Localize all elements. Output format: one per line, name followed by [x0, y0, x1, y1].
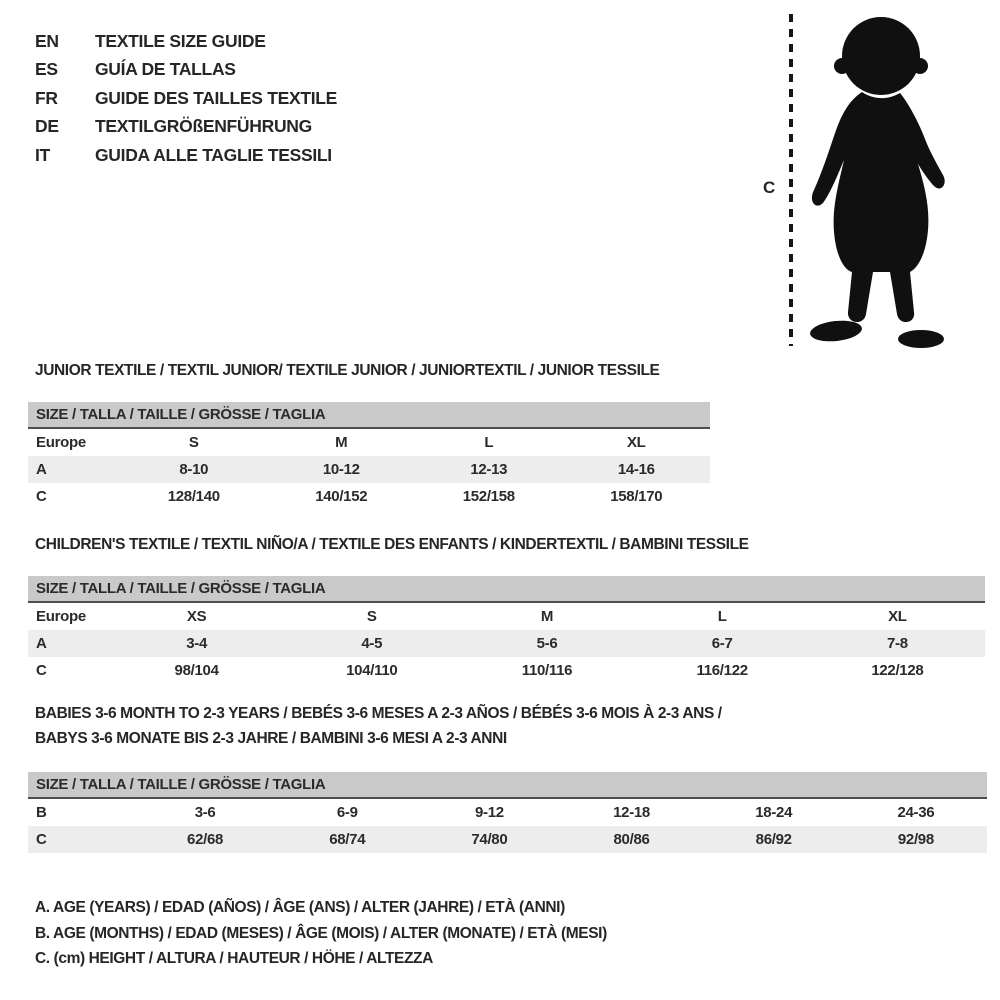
- lang-label: GUIDA ALLE TAGLIE TESSILI: [95, 144, 332, 165]
- lang-code: DE: [35, 116, 59, 137]
- cell: 116/122: [696, 662, 748, 679]
- cell: M: [540, 608, 554, 625]
- cell: 14-16: [563, 456, 711, 483]
- lang-row-en: [35, 27, 337, 56]
- size-header-cell: SIZE / TALLA / TAILLE / GRÖSSE / TAGLIA: [28, 402, 710, 428]
- cell: XS: [186, 608, 207, 625]
- cell: 3-6: [194, 804, 216, 821]
- size-header-cell: SIZE / TALLA / TAILLE / GRÖSSE / TAGLIA: [28, 576, 985, 602]
- cell: 74/80: [418, 826, 560, 853]
- note-a-age-years: A. AGE (YEARS) / EDAD (AÑOS) / ÂGE (ANS) / ALTER (JAHRE) / ETÀ (ANNI): [35, 899, 565, 916]
- lang-code: FR: [35, 87, 58, 108]
- table-header-row: [28, 402, 710, 428]
- junior-section-title: JUNIOR TEXTILE / TEXTIL JUNIOR/ TEXTILE JUNIOR / JUNIORTEXTIL / JUNIOR TESSILE: [35, 362, 660, 379]
- row-label: C: [36, 662, 47, 679]
- table-row-height: [28, 657, 985, 684]
- cell: 104/110: [346, 662, 398, 679]
- table-header-row: [28, 576, 985, 602]
- cell: 9-12: [474, 804, 504, 821]
- cell: XL: [626, 434, 646, 451]
- children-size-table: [28, 576, 985, 684]
- lang-row-es: [35, 56, 337, 85]
- table-row-age: [28, 456, 710, 483]
- cell: 8-10: [120, 456, 268, 483]
- cell: 152/158: [462, 488, 515, 505]
- cell: 86/92: [703, 826, 845, 853]
- cell: 80/86: [560, 826, 702, 853]
- children-section-title: CHILDREN'S TEXTILE / TEXTIL NIÑO/A / TEXTILE DES ENFANTS / KINDERTEXTIL / BAMBINI TESSILE: [35, 536, 749, 553]
- table-row-height: [28, 483, 710, 510]
- toddler-silhouette-icon: [800, 8, 952, 348]
- table-row-height: [28, 826, 987, 853]
- lang-label: GUÍA DE TALLAS: [95, 59, 236, 80]
- junior-size-table: [28, 402, 710, 510]
- lang-label: TEXTILGRÖßENFÜHRUNG: [95, 116, 312, 137]
- table-row-age: [28, 630, 985, 657]
- row-label: C: [28, 826, 134, 853]
- cell: 12-18: [613, 804, 650, 821]
- row-label: Europe: [36, 608, 86, 625]
- cell: 68/74: [276, 826, 418, 853]
- size-header-cell: SIZE / TALLA / TAILLE / GRÖSSE / TAGLIA: [28, 772, 987, 798]
- cell: M: [335, 434, 348, 451]
- cell: 7-8: [810, 630, 985, 657]
- babies-size-table: [28, 772, 987, 853]
- cell: 128/140: [167, 488, 220, 505]
- cell: 6-9: [336, 804, 358, 821]
- cell: 12-13: [415, 456, 563, 483]
- table-row-europe: [28, 428, 710, 456]
- note-b-age-months: B. AGE (MONTHS) / EDAD (MESES) / ÂGE (MOIS) / ALTER (MONATE) / ETÀ (MESI): [35, 925, 607, 942]
- lang-code: ES: [35, 59, 58, 80]
- cell: 62/68: [134, 826, 276, 853]
- lang-label: TEXTILE SIZE GUIDE: [95, 30, 266, 51]
- lang-label: GUIDE DES TAILLES TEXTILE: [95, 87, 338, 108]
- cell: L: [484, 434, 494, 451]
- cell: 5-6: [459, 630, 634, 657]
- row-label: Europe: [36, 434, 86, 451]
- row-label: A: [28, 630, 109, 657]
- table-row-europe: [28, 602, 985, 630]
- height-measure-dashed-line: [789, 14, 793, 346]
- cell: 24-36: [897, 804, 935, 821]
- lang-code: IT: [35, 144, 50, 165]
- lang-row-de: [35, 113, 337, 142]
- language-title-block: [35, 27, 337, 170]
- row-label: B: [36, 804, 47, 821]
- table-header-row: [28, 772, 987, 798]
- lang-row-fr: [35, 84, 337, 113]
- lang-code: EN: [35, 30, 59, 51]
- cell: 3-4: [109, 630, 284, 657]
- cell: S: [366, 608, 377, 625]
- row-label: C: [36, 488, 47, 505]
- lang-row-it: [35, 141, 337, 170]
- cell: 140/152: [315, 488, 368, 505]
- babies-section-title-line2: BABYS 3-6 MONATE BIS 2-3 JAHRE / BAMBINI 3-6 MESI A 2-3 ANNI: [35, 730, 507, 747]
- height-measure-label: C: [763, 178, 776, 197]
- cell: 122/128: [871, 662, 924, 679]
- cell: 6-7: [635, 630, 810, 657]
- cell: 4-5: [284, 630, 459, 657]
- cell: 110/116: [521, 662, 573, 679]
- cell: 158/170: [610, 488, 663, 505]
- babies-section-title-line1: BABIES 3-6 MONTH TO 2-3 YEARS / BEBÉS 3-6 MESES A 2-3 AÑOS / BÉBÉS 3-6 MOIS À 2-3 ANS /: [35, 705, 722, 722]
- cell: S: [188, 434, 199, 451]
- row-label: A: [28, 456, 120, 483]
- cell: 92/98: [845, 826, 987, 853]
- cell: 10-12: [268, 456, 416, 483]
- cell: L: [717, 608, 727, 625]
- table-row-age-months: [28, 798, 987, 826]
- cell: 18-24: [755, 804, 793, 821]
- note-c-height-cm: C. (cm) HEIGHT / ALTURA / HAUTEUR / HÖHE / ALTEZZA: [35, 950, 433, 967]
- cell: 98/104: [174, 662, 219, 679]
- cell: XL: [888, 608, 907, 625]
